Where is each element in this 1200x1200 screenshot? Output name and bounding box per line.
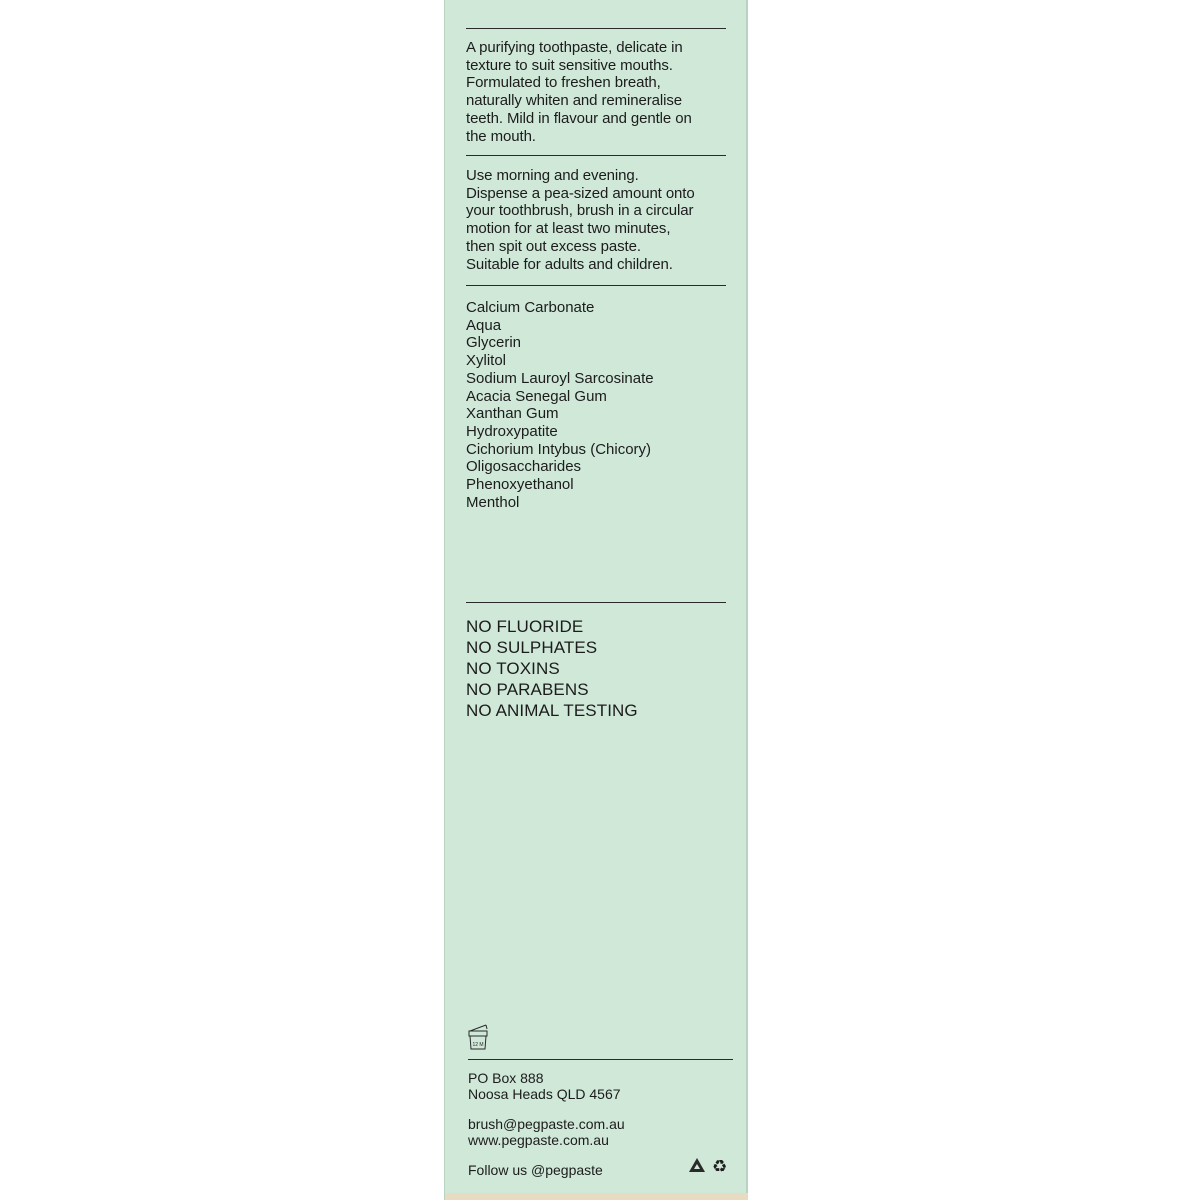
description-line: teeth. Mild in flavour and gentle on: [466, 109, 692, 127]
box-bottom-edge: [445, 1193, 748, 1200]
claim-item: NO PARABENS: [466, 680, 589, 699]
divider: [468, 1059, 733, 1060]
product-description: [466, 39, 734, 145]
period-after-opening-icon: [466, 1021, 490, 1051]
ingredients-list: [466, 299, 734, 511]
email-link[interactable]: brush@pegpaste.com.au: [468, 1116, 625, 1132]
social-link[interactable]: Follow us @pegpaste: [468, 1162, 603, 1178]
directions-line: then spit out excess paste.: [466, 237, 641, 255]
ingredient-item: Sodium Lauroyl Sarcosinate: [466, 369, 654, 387]
ingredient-item: Xanthan Gum: [466, 405, 559, 423]
ingredient-item: Aqua: [466, 316, 502, 334]
ingredient-item: Hydroxypatite: [466, 422, 558, 440]
claim-item: NO SULPHATES: [466, 638, 598, 657]
ingredient-item: Oligosaccharides: [466, 458, 582, 476]
divider: [466, 285, 726, 286]
description-line: the mouth.: [466, 127, 536, 145]
address-line: Noosa Heads QLD 4567: [468, 1086, 621, 1102]
directions-line: your toothbrush, brush in a circular: [466, 202, 694, 220]
ingredient-item: Menthol: [466, 493, 520, 511]
divider: [466, 602, 726, 603]
australian-made-triangle-icon: [688, 1157, 706, 1178]
directions-line: motion for at least two minutes,: [466, 220, 671, 238]
claim-item: NO FLUORIDE: [466, 617, 584, 636]
usage-directions: [466, 167, 734, 273]
ingredient-item: Glycerin: [466, 334, 522, 352]
description-line: Formulated to freshen breath,: [466, 74, 661, 92]
description-line: naturally whiten and remineralise: [466, 92, 682, 110]
directions-line: Suitable for adults and children.: [466, 255, 673, 273]
divider: [466, 155, 726, 156]
ingredient-item: Calcium Carbonate: [466, 299, 595, 316]
company-address: [468, 1070, 728, 1102]
ingredient-item: Phenoxyethanol: [466, 476, 574, 494]
directions-line: Dispense a pea-sized amount onto: [466, 184, 695, 202]
website-link[interactable]: www.pegpaste.com.au: [468, 1132, 609, 1148]
divider: [466, 28, 726, 29]
panel-right-edge: [746, 0, 748, 1200]
company-contact: [468, 1116, 728, 1148]
free-from-claims: [466, 616, 734, 721]
address-line: PO Box 888: [468, 1070, 544, 1086]
recycle-icon: ♻: [712, 1156, 728, 1177]
ingredient-item: Acacia Senegal Gum: [466, 387, 607, 405]
claim-item: NO TOXINS: [466, 659, 560, 678]
pao-label: 12 M: [472, 1042, 484, 1048]
directions-line: Use morning and evening.: [466, 167, 639, 184]
certification-icons: [688, 1157, 736, 1177]
ingredient-item: Xylitol: [466, 352, 507, 370]
ingredient-item: Cichorium Intybus (Chicory): [466, 440, 652, 458]
description-line: A purifying toothpaste, delicate in: [466, 39, 683, 56]
claim-item: NO ANIMAL TESTING: [466, 701, 638, 720]
description-line: texture to suit sensitive mouths.: [466, 56, 673, 74]
